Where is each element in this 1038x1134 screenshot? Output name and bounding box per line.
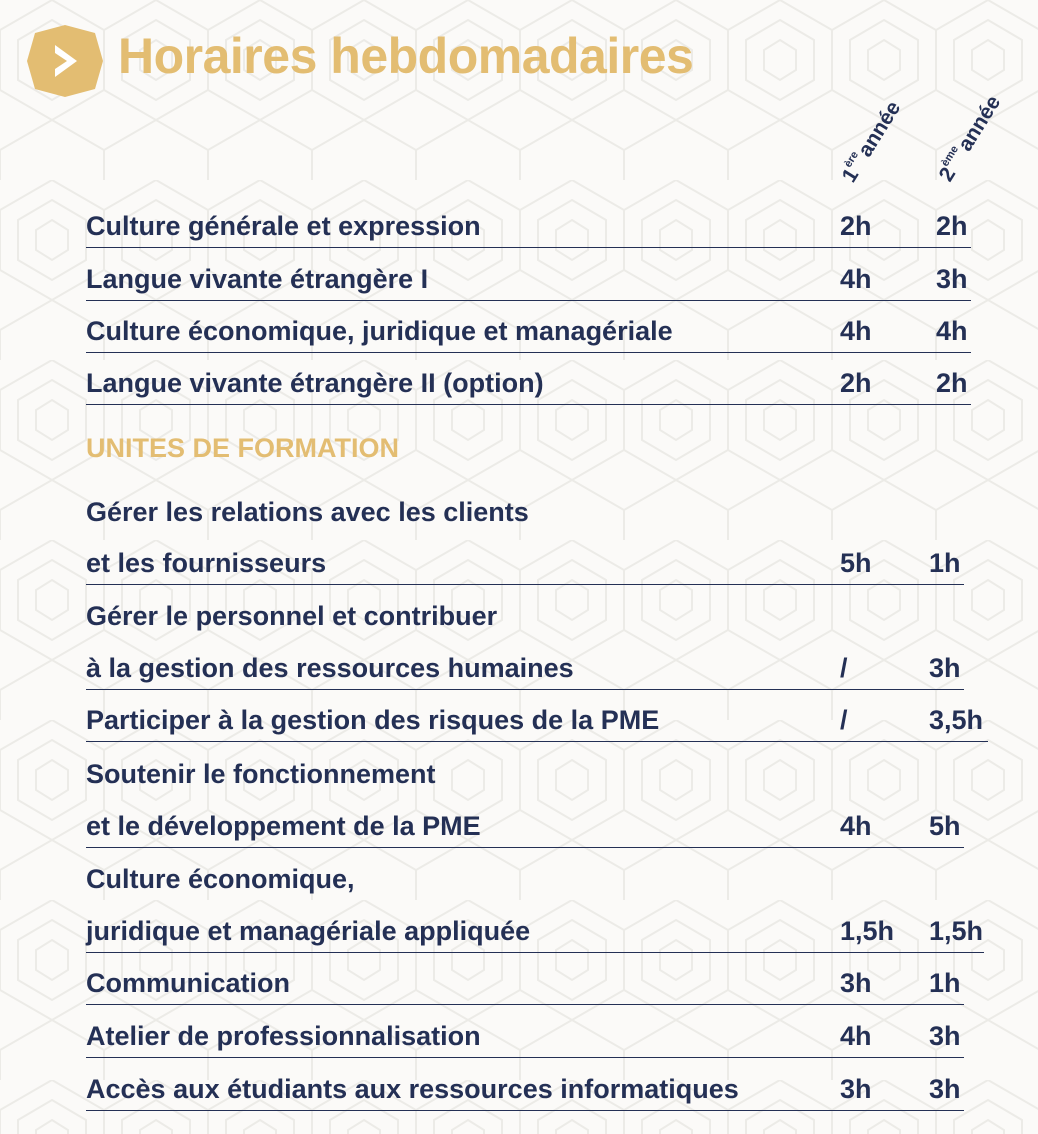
year1-value: / [840, 653, 848, 683]
year1-value: 3h [840, 968, 872, 998]
divider [86, 247, 971, 249]
divider [86, 352, 971, 354]
row-label: Culture économique, juridique et managériale [86, 316, 673, 346]
year1-value: 4h [840, 1021, 872, 1051]
row-label: Participer à la gestion des risques de la PME [86, 705, 660, 735]
year2-value: 3,5h [929, 705, 984, 735]
divider [86, 404, 971, 406]
year2-value: 3h [929, 1074, 961, 1104]
year1-value: 4h [840, 316, 872, 346]
divider [86, 1057, 964, 1059]
year1-value: 2h [840, 368, 872, 398]
year2-value: 2h [936, 368, 968, 398]
column-header-year1: 1èreannée [837, 97, 906, 187]
divider [86, 1110, 964, 1112]
section-title: UNITES DE FORMATION [86, 433, 399, 463]
year1-value: 2h [840, 211, 872, 241]
row-label: Communication [86, 968, 291, 998]
year1-value: 1,5h [840, 916, 895, 946]
table-row [86, 545, 964, 585]
row-label: Culture générale et expression [86, 211, 481, 241]
year2-value: 2h [936, 211, 968, 241]
row-label-line1: Soutenir le fonctionnement [86, 759, 436, 789]
year2-value: 5h [929, 811, 961, 841]
year2-value: 3h [936, 264, 968, 294]
row-label: Accès aux étudiants aux ressources informatiques [86, 1074, 739, 1104]
row-label: et le développement de la PME [86, 811, 481, 841]
divider [86, 300, 971, 302]
divider [86, 1004, 964, 1006]
year2-value: 1h [929, 968, 961, 998]
table-row [86, 208, 971, 248]
year2-value: 3h [929, 653, 961, 683]
row-label: Langue vivante étrangère II (option) [86, 368, 544, 398]
year2-value: 1h [929, 548, 961, 578]
year1-value: 4h [840, 264, 872, 294]
table-row [86, 261, 971, 301]
year1-value: 5h [840, 548, 872, 578]
year2-value: 3h [929, 1021, 961, 1051]
divider [86, 584, 964, 586]
row-label: juridique et managériale appliquée [86, 916, 531, 946]
divider [86, 741, 988, 743]
row-label: et les fournisseurs [86, 548, 327, 578]
row-label-line1: Culture économique, [86, 864, 355, 894]
table-row [86, 313, 971, 353]
year1-value: 4h [840, 811, 872, 841]
year2-value: 4h [936, 316, 968, 346]
year1-value: / [840, 705, 848, 735]
table-row [86, 913, 984, 953]
page-title: Horaires hebdomadaires [118, 28, 694, 84]
table-row [86, 965, 964, 1005]
table-row [86, 702, 988, 742]
divider [86, 952, 984, 954]
divider [86, 847, 964, 849]
row-label-line1: Gérer le personnel et contribuer [86, 601, 498, 631]
divider [86, 689, 964, 691]
row-label: Atelier de professionnalisation [86, 1021, 481, 1051]
row-label-line1: Gérer les relations avec les clients [86, 497, 529, 527]
table-row [86, 650, 964, 690]
table-row [86, 365, 971, 405]
year1-value: 3h [840, 1074, 872, 1104]
table-row [86, 1071, 964, 1111]
table-row [86, 1018, 964, 1058]
arrow-circle-icon [25, 23, 105, 99]
table-row [86, 808, 964, 848]
row-label: Langue vivante étrangère I [86, 264, 429, 294]
row-label: à la gestion des ressources humaines [86, 653, 574, 683]
column-header-year2: 2èmeannée [934, 91, 1006, 186]
year2-value: 1,5h [929, 916, 984, 946]
